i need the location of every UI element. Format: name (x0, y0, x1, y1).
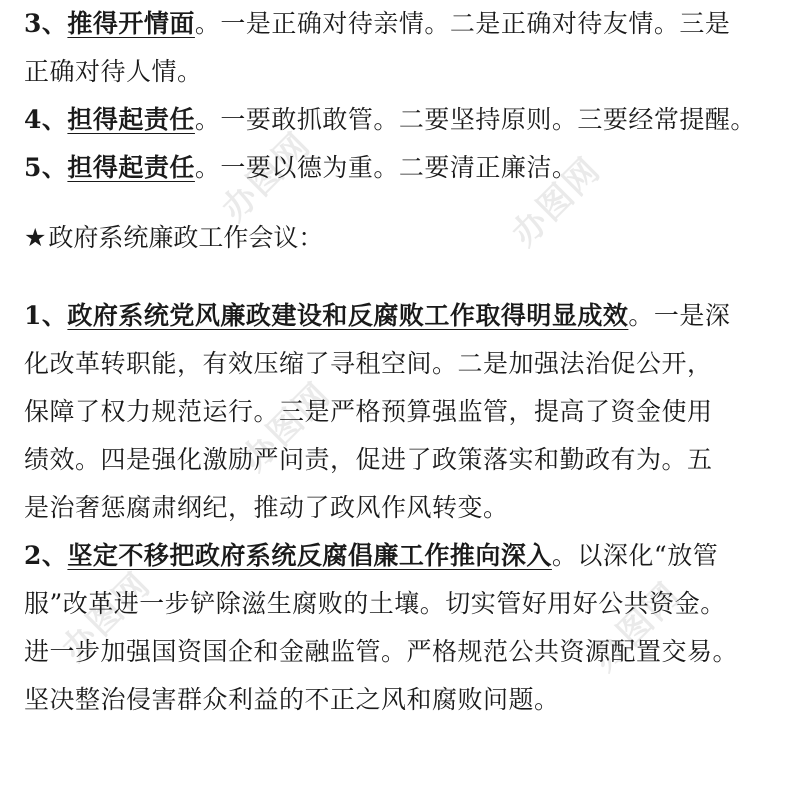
item-number: 1、 (24, 301, 68, 330)
item-title: 政府系统党风廉政建设和反腐败工作取得明显成效 (67, 301, 629, 330)
star-icon: ★ (24, 223, 47, 252)
item-2-line-4: 坚决整治侵害群众利益的不正之风和腐败问题。 (24, 685, 560, 714)
item-text: 。以深化“放管 (551, 541, 719, 570)
spacer (24, 192, 784, 214)
item-3-line-2 (24, 48, 784, 96)
item-5-line-1 (24, 144, 784, 192)
item-text: 。一要敢抓敢管。二要坚持原则。三要经常提醒。 (194, 105, 756, 134)
item-title: 担得起责任 (67, 153, 195, 182)
watermark-4: 办图网 (54, 564, 159, 670)
item-number: 4、 (24, 105, 68, 134)
item-title: 担得起责任 (67, 105, 195, 134)
item-text: 。一是正确对待亲情。二是正确对待友情。三是 (194, 9, 731, 38)
watermark-3: 办图网 (234, 374, 339, 480)
item-1-line-5: 是治奢惩腐肃纲纪，推动了政风作风转变。 (24, 493, 509, 522)
item-2-line-3: 进一步加强国资国企和金融监管。严格规范公共资源配置交易。 (24, 637, 739, 666)
watermark-2: 办图网 (504, 149, 609, 255)
item-1-line-3: 保障了权力规范运行。三是严格预算强监管，提高了资金使用 (24, 397, 713, 426)
item-number: 3、 (24, 9, 68, 38)
spacer (24, 262, 784, 292)
item-title: 坚定不移把政府系统反腐倡廉工作推向深入 (67, 541, 552, 570)
section-heading (24, 214, 784, 262)
item-text: 。一是深 (628, 301, 731, 330)
item-number: 2、 (24, 541, 68, 570)
item-text-cont: 正确对待人情。 (24, 57, 203, 86)
item-1-line-4: 绩效。四是强化激励严问责，促进了政策落实和勤政有为。五 (24, 445, 713, 474)
item-text: 。一要以德为重。二要清正廉洁。 (194, 153, 578, 182)
item-2-line-2: 服”改革进一步铲除滋生腐败的土壤。切实管好用好公共资金。 (24, 589, 726, 618)
watermark-1: 办图网 (214, 124, 319, 230)
item-2-line-1 (24, 532, 784, 580)
item-4-line-1 (24, 96, 784, 144)
item-number: 5、 (24, 153, 68, 182)
item-1-line-1 (24, 292, 784, 340)
item-title: 推得开情面 (67, 9, 195, 38)
item-3-line-1 (24, 0, 784, 48)
section-heading-text: 政府系统廉政工作会议： (48, 223, 324, 252)
item-1-line-2: 化改革转职能，有效压缩了寻租空间。二是加强法治促公开， (24, 349, 713, 378)
watermark-5: 办图网 (584, 574, 689, 680)
document-page (24, 0, 784, 724)
